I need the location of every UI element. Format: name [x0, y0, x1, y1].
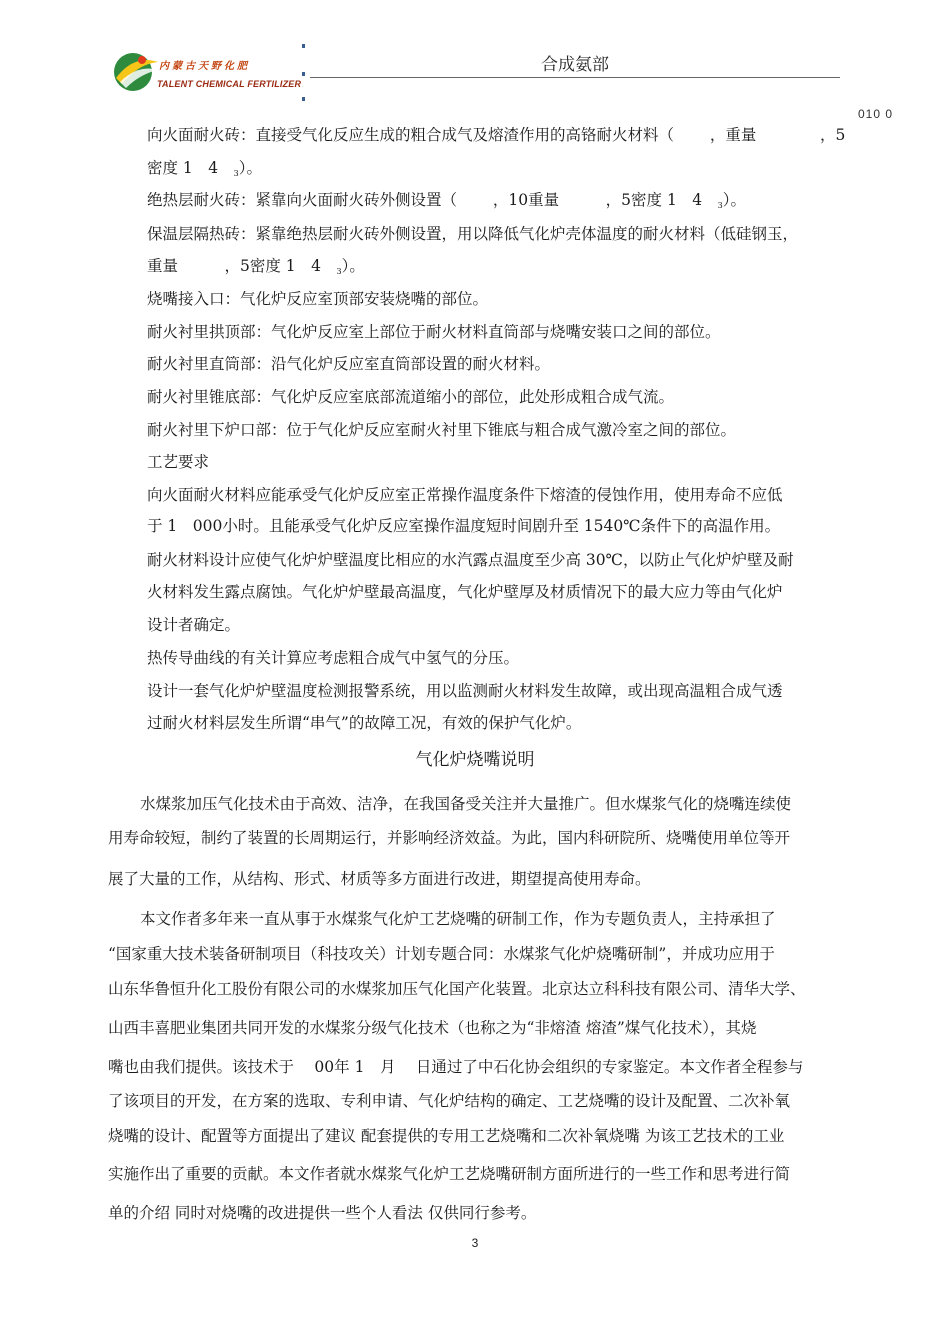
- text-line: 耐火衬里拱顶部：气化炉反应室上部位于耐火材料直筒部与烧嘴安装口之间的部位。: [147, 323, 721, 341]
- header-mark: [302, 44, 305, 48]
- text-line: 密度 1 4 $_3$）。: [147, 159, 263, 178]
- text-line: 耐火材料设计应使气化炉炉壁温度比相应的水汽露点温度至少高 30℃，以防止气化炉炉壁及耐: [147, 551, 794, 569]
- text-line: 过耐火材料层发生所谓“串气”的故障工况，有效的保护气化炉。: [147, 714, 582, 732]
- header-mark: [302, 72, 305, 76]
- section-heading: 工艺要求: [147, 453, 210, 471]
- text-line: 保温层隔热砖：紧靠绝热层耐火砖外侧设置，用以降低气化炉壳体温度的耐火材料（低硅钢玉，: [147, 225, 799, 243]
- page-number: 3: [471, 1236, 479, 1250]
- paragraph-line: “国家重大技术装备研制项目（科技攻关）计划专题合同：水煤浆气化炉烧嘴研制”，并成功应用于: [108, 945, 775, 963]
- page-header: [0, 0, 950, 125]
- paragraph-line: 水煤浆加压气化技术由于高效、洁净，在我国备受关注并大量推广。但水煤浆气化的烧嘴连续使: [140, 795, 792, 813]
- paragraph-line: 单的介绍 同时对烧嘴的改进提供一些个人看法 仅供同行参考。: [108, 1204, 537, 1222]
- text-line: 烧嘴接入口：气化炉反应室顶部安装烧嘴的部位。: [147, 290, 489, 308]
- section-title: 气化炉烧嘴说明: [415, 750, 535, 770]
- header-mark: [302, 97, 305, 101]
- paragraph-line: 展了大量的工作，从结构、形式、材质等多方面进行改进，期望提高使用寿命。: [108, 870, 651, 888]
- text-line: ，5: [820, 126, 846, 144]
- department-title: 合成氨部: [541, 55, 609, 75]
- paragraph-line: 本文作者多年来一直从事于水煤浆气化炉工艺烧嘴的研制工作，作为专题负责人，主持承担了: [140, 910, 776, 928]
- paragraph-line: 实施作出了重要的贡献。本文作者就水煤浆气化炉工艺烧嘴研制方面所进行的一些工作和思考进行简: [108, 1165, 791, 1183]
- header-divider: [310, 77, 840, 78]
- text-line: 于 1 000小时。且能承受气化炉反应室操作温度短时间剧升至 1540℃条件下的高温作用。: [147, 517, 781, 535]
- text-line: 绝热层耐火砖：紧靠向火面耐火砖外侧设置（ ，10重量 ，5密度 1 4 $_3$）。: [147, 191, 747, 210]
- logo-emblem-icon: [112, 48, 160, 98]
- paragraph-line: 嘴也由我们提供。该技术于 00年 1 月 日通过了中石化协会组织的专家鉴定。本文作者全程参与: [108, 1058, 804, 1076]
- paragraph-line: 山西丰喜肥业集团共同开发的水煤浆分级气化技术（也称之为“非熔渣 熔渣”煤气化技术），其烧: [108, 1019, 757, 1037]
- text-line: 热传导曲线的有关计算应考虑粗合成气中氢气的分压。: [147, 649, 520, 667]
- page-code: 010 0: [858, 107, 894, 121]
- paragraph-line: 用寿命较短，制约了装置的长周期运行，并影响经济效益。为此，国内科研院所、烧嘴使用单位等开: [108, 829, 791, 847]
- logo-english-text: TALENT CHEMICAL FERTILIZER: [157, 79, 302, 89]
- text-line: 火材料发生露点腐蚀。气化炉炉壁最高温度，气化炉壁厚及材质情况下的最大应力等由气化炉: [147, 583, 783, 601]
- text-line: 耐火衬里锥底部：气化炉反应室底部流道缩小的部位，此处形成粗合成气流。: [147, 388, 675, 406]
- paragraph-line: 山东华鲁恒升化工股份有限公司的水煤浆加压气化国产化装置。北京达立科科技有限公司、清华大学、: [108, 980, 806, 998]
- text-line: 耐火衬里下炉口部：位于气化炉反应室耐火衬里下锥底与粗合成气激冷室之间的部位。: [147, 421, 737, 439]
- company-logo: [112, 48, 302, 98]
- text-line: 向火面耐火砖：直接受气化反应生成的粗合成气及熔渣作用的高铬耐火材料（ ，重量: [147, 126, 757, 144]
- text-line: 设计者确定。: [147, 616, 241, 634]
- logo-chinese-text: 内蒙古天野化肥: [159, 61, 250, 72]
- paragraph-line: 了该项目的开发，在方案的选取、专利申请、气化炉结构的确定、工艺烧嘴的设计及配置、二次补氧: [108, 1092, 791, 1110]
- text-line: 重量 ，5密度 1 4 $_3$）。: [147, 257, 365, 276]
- text-line: 设计一套气化炉炉壁温度检测报警系统，用以监测耐火材料发生故障，或出现高温粗合成气透: [147, 682, 783, 700]
- text-line: 耐火衬里直筒部：沿气化炉反应室直筒部设置的耐火材料。: [147, 355, 551, 373]
- text-line: 向火面耐火材料应能承受气化炉反应室正常操作温度条件下熔渣的侵蚀作用，使用寿命不应低: [147, 486, 783, 504]
- paragraph-line: 烧嘴的设计、配置等方面提出了建议 配套提供的专用工艺烧嘴和二次补氧烧嘴 为该工艺技术的工业: [108, 1127, 785, 1145]
